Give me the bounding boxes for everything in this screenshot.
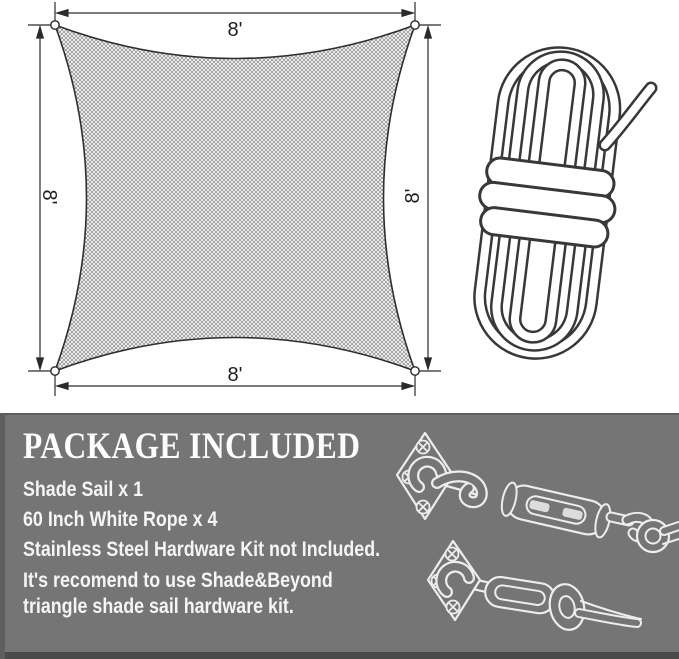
- hardware-kit-illustration: [385, 415, 679, 655]
- banner-text-block: [23, 425, 423, 620]
- package-items: [23, 475, 423, 620]
- pad-eye-assembly: [428, 541, 641, 633]
- package-item: Stainless Steel Hardware Kit not Included.: [23, 538, 381, 561]
- rope-coil-illustration: [455, 40, 670, 370]
- banner-title: PACKAGE INCLUDED: [23, 426, 361, 467]
- package-item: Shade Sail x 1: [23, 478, 144, 501]
- shade-sail-diagram: [0, 0, 460, 400]
- package-item: 60 Inch White Rope x 4: [23, 508, 218, 531]
- dim-label-left: 8': [38, 189, 60, 205]
- carabiner: [483, 575, 557, 616]
- sail-mesh-shape: [55, 25, 415, 371]
- package-item: It's recomend to use Shade&Beyond triangle shade sail hardware kit.: [23, 569, 333, 618]
- turnbuckle-body: [499, 481, 613, 539]
- dim-label-bottom: 8': [227, 364, 243, 386]
- dim-label-right: 8': [402, 188, 424, 204]
- dim-label-top: 8': [227, 19, 243, 41]
- turnbuckle-assembly: [397, 433, 679, 552]
- rope-wrap-bands: [475, 156, 619, 249]
